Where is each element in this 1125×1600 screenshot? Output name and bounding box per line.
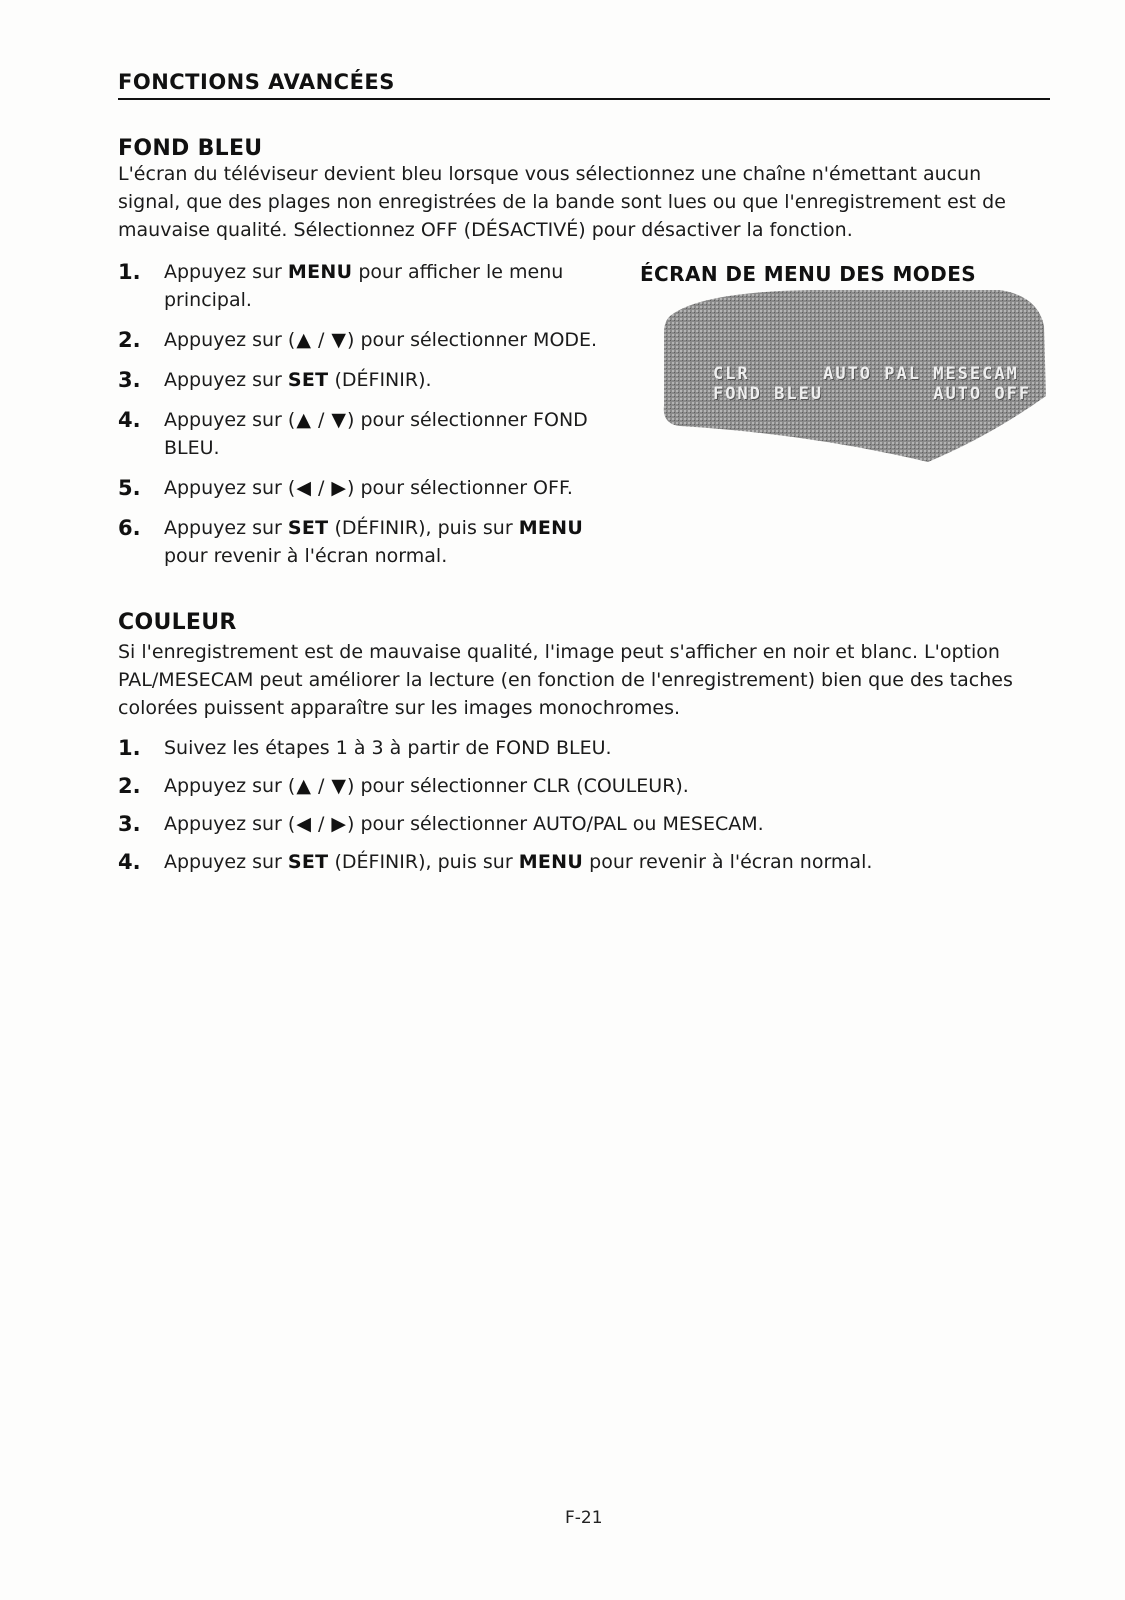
down-arrow-icon: ▼ [331, 775, 347, 797]
step-text: ) pour sélectionner OFF. [347, 477, 573, 499]
step-number: 5. [118, 476, 141, 500]
step-text: (DÉFINIR). [328, 369, 432, 391]
step-text: Appuyez sur [164, 517, 288, 539]
up-arrow-icon: ▲ [296, 775, 311, 797]
section-title-fond-bleu: FOND BLEU [118, 136, 263, 161]
step-text: pour revenir à l'écran normal. [583, 851, 873, 873]
step-item [118, 366, 604, 394]
up-arrow-icon: ▲ [296, 409, 311, 431]
step-text: ) pour sélectionner MODE. [347, 329, 598, 351]
step-number: 2. [118, 774, 141, 798]
clr-value: AUTO PAL MESECAM [823, 364, 1019, 384]
right-arrow-icon: ▶ [331, 477, 347, 499]
step-text: Appuyez sur ( [164, 775, 296, 797]
menu-key: MENU [287, 261, 353, 283]
step-number: 4. [118, 850, 141, 874]
set-key: SET [287, 369, 329, 391]
fond-bleu-intro: L'écran du téléviseur devient bleu lorsque vous sélectionnez une chaîne n'émettant aucun signal, que des plages non enregistrées de la bande sont lues ou que l'enregistrement est de mauvaise qualité. Sélectionnez OFF (DÉSACTIVÉ) pour désactiver la fonction. [118, 163, 1006, 241]
step-text: Appuyez sur ( [164, 329, 296, 351]
step-text: Suivez les étapes 1 à 3 à partir de FOND BLEU. [164, 737, 612, 759]
right-arrow-icon: ▶ [331, 813, 347, 835]
fond-bleu-steps [118, 258, 604, 570]
set-key: SET [287, 851, 329, 873]
menu-row-fond-bleu [664, 364, 1031, 424]
menu-key: MENU [518, 851, 584, 873]
step-text: pour afficher le menu principal. [164, 261, 564, 311]
set-key: SET [287, 517, 329, 539]
step-number: 1. [118, 736, 141, 760]
couleur-steps [118, 734, 1044, 876]
up-arrow-icon: ▲ [296, 329, 311, 351]
step-number: 3. [118, 368, 141, 392]
fond-bleu-label: FOND BLEU [712, 384, 824, 404]
clr-label: CLR [712, 364, 750, 384]
step-text: Appuyez sur ( [164, 813, 296, 835]
step-text: Appuyez sur [164, 261, 288, 283]
slash: / [311, 813, 331, 835]
step-text: ) pour sélectionner CLR (COULEUR). [347, 775, 689, 797]
couleur-intro: Si l'enregistrement est de mauvaise qualité, l'image peut s'afficher en noir et blanc. L'option PAL/MESECAM peut améliorer la lecture (en fonction de l'enregistrement) bien que des taches colorées puissent apparaître sur les images monochromes. [118, 641, 1013, 719]
mode-menu-screen [660, 286, 1048, 466]
step-number: 6. [118, 516, 141, 540]
step-item [118, 514, 604, 570]
section-title-couleur: COULEUR [118, 610, 237, 635]
slash: / [311, 775, 331, 797]
step-item [118, 326, 604, 354]
fond-bleu-value: AUTO OFF [933, 384, 1032, 404]
step-text: pour revenir à l'écran normal. [164, 545, 448, 567]
step-number: 4. [118, 408, 141, 432]
step-text: Appuyez sur [164, 369, 288, 391]
slash: / [311, 409, 331, 431]
step-number: 1. [118, 260, 141, 284]
step-item [118, 406, 604, 462]
step-text: Appuyez sur [164, 851, 288, 873]
page-number: F-21 [565, 1508, 603, 1528]
down-arrow-icon: ▼ [331, 329, 347, 351]
down-arrow-icon: ▼ [331, 409, 347, 431]
step-item [118, 474, 604, 502]
page-title: FONCTIONS AVANCÉES [118, 70, 395, 94]
page-header [118, 70, 1050, 100]
step-text: Appuyez sur ( [164, 409, 296, 431]
step-number: 3. [118, 812, 141, 836]
menu-key: MENU [518, 517, 584, 539]
step-item [118, 848, 1044, 876]
step-item [118, 810, 1044, 838]
step-text: (DÉFINIR), puis sur [328, 851, 519, 873]
step-text: Appuyez sur ( [164, 477, 296, 499]
step-number: 2. [118, 328, 141, 352]
step-text: ) pour sélectionner AUTO/PAL ou MESECAM. [347, 813, 764, 835]
step-item [118, 258, 604, 314]
step-text: ) pour sélectionner FOND BLEU. [164, 409, 588, 459]
slash: / [311, 329, 331, 351]
mode-menu-title: ÉCRAN DE MENU DES MODES [640, 262, 977, 286]
left-arrow-icon: ◀ [296, 813, 311, 835]
step-item [118, 734, 1044, 762]
slash: / [311, 477, 331, 499]
left-arrow-icon: ◀ [296, 477, 311, 499]
step-text: (DÉFINIR), puis sur [328, 517, 519, 539]
step-item [118, 772, 1044, 800]
